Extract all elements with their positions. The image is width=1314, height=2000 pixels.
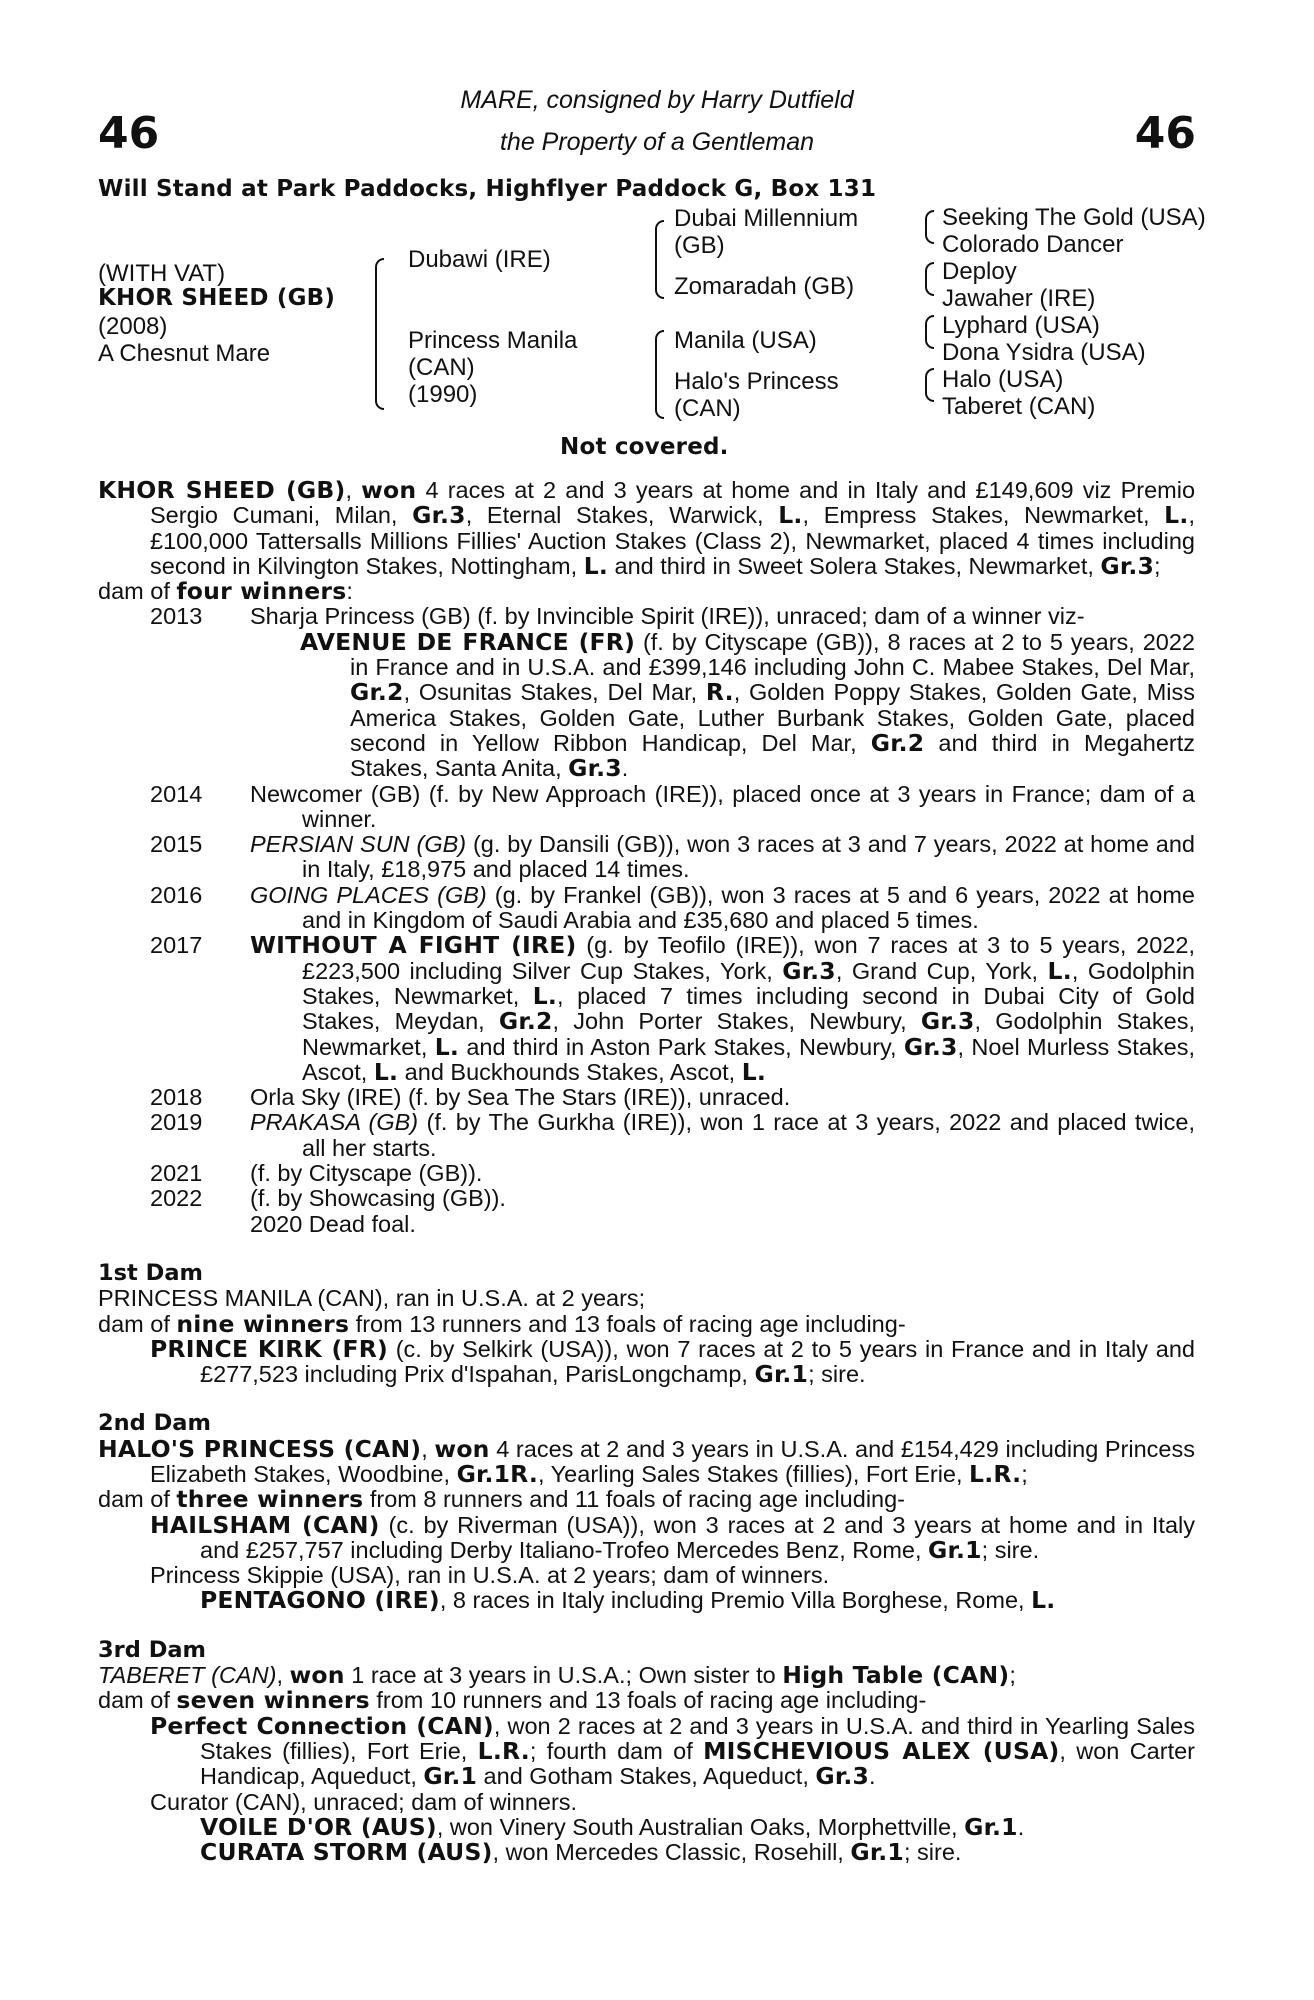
produce-2018: 2018 Orla Sky (IRE) (f. by Sea The Stars (IRE)), unraced.: [150, 1084, 791, 1111]
third-dam-heading: 3rd Dam: [98, 1636, 206, 1663]
grandparent-6: Dona Ysidra (USA): [942, 339, 1146, 366]
brace-gen2-bottom: [655, 330, 664, 419]
sire-sire-line1: Dubai Millennium: [674, 205, 859, 232]
brace-gen3-3: [925, 315, 934, 349]
grandparent-8: Taberet (CAN): [942, 393, 1096, 420]
produce-2014: 2014 Newcomer (GB) (f. by New Approach (IRE)), placed once at 3 years in France; dam of a winner.: [150, 780, 1195, 832]
produce-2016: 2016 GOING PLACES (GB) (g. by Frankel (GB)), won 3 races at 5 and 6 years, 2022 at home and in Kingdom of Saudi Arabia and £35,680 and placed 5 times.: [150, 881, 1195, 934]
first-dam-runner: PRINCE KIRK (FR) (c. by Selkirk (USA)), won 7 races at 2 to 5 years in France and in Italy and £277,523 including Prix d'Ispahan, ParisLongchamp, Gr.1; sire.: [150, 1334, 1195, 1389]
first-dam-section: [98, 1261, 1195, 1387]
produce-2021: 2021 (f. by Cityscape (GB)).: [150, 1160, 483, 1187]
produce-2015: 2015 PERSIAN SUN (GB) (g. by Dansili (GB)), won 3 races at 3 and 7 years, 2022 at home and in Italy, £18,975 and placed 14 times.: [150, 831, 1195, 883]
second-dam-winners: dam of three winners from 8 runners and 11 foals of racing age including-: [98, 1485, 906, 1514]
first-dam-winners: dam of nine winners from 13 runners and 13 foals of racing age including-: [98, 1309, 906, 1338]
produce-2019: 2019 PRAKASA (GB) (f. by The Gurkha (IRE)), won 1 race at 3 years, 2022 and placed twice, all her starts.: [150, 1109, 1195, 1161]
third-dam-line: TABERET (CAN), won 1 race at 3 years in U.S.A.; Own sister to High Table (CAN);: [98, 1661, 1016, 1690]
third-dam-daughter: Curator (CAN), unraced; dam of winners.: [150, 1788, 578, 1815]
produce-2022: 2022 (f. by Showcasing (GB)).: [150, 1185, 506, 1212]
horse-year: (2008): [98, 313, 168, 340]
dam-dam-line2: (CAN): [674, 395, 741, 422]
third-dam-winners: dam of seven winners from 10 runners and 13 foals of racing age including-: [98, 1686, 927, 1715]
second-dam-line: HALO'S PRINCESS (CAN), won 4 races at 2 and 3 years in U.S.A. and £154,429 including Princess Elizabeth Stakes, Woodbine, Gr.1R., Yearling Sales Stakes (fillies), Fort Erie, L.R.;: [98, 1434, 1195, 1488]
grandparent-4: Jawaher (IRE): [942, 285, 1096, 312]
third-dam-section: [98, 1638, 1195, 1866]
lot-number-left: 46: [98, 108, 160, 159]
brace-gen1: [375, 258, 384, 410]
catalogue-body: [98, 478, 1195, 1865]
third-dam-runner: Perfect Connection (CAN), won 2 races at 2 and 3 years in U.S.A. and third in Yearling Sales Stakes (fillies), Fort Erie, L.R.; fourth dam of MISCHEVIOUS ALEX (USA), won Carter Handicap, Aqueduct, Gr.1 and Gotham Stakes, Aqueduct, Gr.3.: [150, 1711, 1195, 1791]
sire-dam: Zomaradah (GB): [674, 273, 855, 300]
second-dam-runner: HAILSHAM (CAN) (c. by Riverman (USA)), won 3 races at 2 and 3 years at home and in Italy and £257,757 including Derby Italiano-Trofeo Mercedes Benz, Rome, Gr.1; sire.: [150, 1510, 1195, 1564]
second-dam-section: [98, 1411, 1195, 1613]
grandparent-3: Deploy: [942, 258, 1017, 285]
dam-line2: (CAN): [408, 354, 475, 381]
dam-line1: Princess Manila: [408, 327, 578, 354]
dead-foal: 2020 Dead foal.: [250, 1210, 416, 1237]
third-dam-grandrunner-1: VOILE D'OR (AUS), won Vinery South Australian Oaks, Morphettville, Gr.1.: [200, 1812, 1025, 1841]
second-dam-daughter: Princess Skippie (USA), ran in U.S.A. at 2 years; dam of winners.: [150, 1562, 830, 1589]
stand-location: Will Stand at Park Paddocks, Highflyer Paddock G, Box 131: [98, 176, 877, 202]
grandparent-7: Halo (USA): [942, 366, 1064, 393]
sire-sire-line2: (GB): [674, 232, 725, 259]
dam-of-line: dam of four winners:: [98, 577, 353, 606]
produce-2013-winner: AVENUE DE FRANCE (FR) (f. by Cityscape (GB)), 8 races at 2 to 5 years, 2022 in France and in U.S.A. and £399,146 including John C. Mabee Stakes, Del Mar, Gr.2, Osunitas Stakes, Del Mar, R., Golden Poppy Stakes, Golden Gate, Miss America Stakes, Golden Gate, Luther Burbank Stakes, Golden Gate, placed second in Yellow Ribbon Handicap, Del Mar, Gr.2 and third in Megahertz Stakes, Santa Anita, Gr.3.: [300, 627, 1195, 783]
dam-sire: Manila (USA): [674, 327, 817, 354]
produce-2013: 2013 Sharja Princess (GB) (f. by Invincible Spirit (IRE)), unraced; dam of a winner viz-: [150, 603, 1085, 630]
vat-label: (WITH VAT): [98, 260, 226, 287]
produce-2017: 2017 WITHOUT A FIGHT (IRE) (g. by Teofilo (IRE)), won 7 races at 3 to 5 years, 2022, £223,500 including Silver Cup Stakes, York, Gr.3, Grand Cup, York, L., Godolphin Stakes, Newmarket, L., placed 7 times including second in Dubai City of Gold Stakes, Meydan, Gr.2, John Porter Stakes, Newbury, Gr.3, Godolphin Stakes, Newmarket, L. and third in Aston Park Stakes, Newbury, Gr.3, Noel Murless Stakes, Ascot, L. and Buckhounds Stakes, Ascot, L.: [150, 931, 1195, 1086]
second-dam-grandrunner: PENTAGONO (IRE), 8 races in Italy including Premio Villa Borghese, Rome, L.: [200, 1586, 1056, 1615]
grandparent-2: Colorado Dancer: [942, 231, 1124, 258]
first-dam-line: PRINCESS MANILA (CAN), ran in U.S.A. at 2 years;: [98, 1285, 646, 1312]
consignment-line: MARE, consigned by Harry Dutfield: [460, 86, 854, 114]
dam-dam-line1: Halo's Princess: [674, 368, 839, 395]
first-dam-heading: 1st Dam: [98, 1259, 203, 1286]
main-performance: KHOR SHEED (GB), won 4 races at 2 and 3 years at home and in Italy and £149,609 viz Premio Sergio Cumani, Milan, Gr.3, Eternal Stakes, Warwick, L., Empress Stakes, Newmarket, L., £100,000 Tattersalls Millions Fillies' Auction Stakes (Class 2), Newmarket, placed 4 times including second in Kilvington Stakes, Nottingham, L. and third in Sweet Solera Stakes, Newmarket, Gr.3;: [98, 476, 1196, 580]
third-dam-grandrunner-2: CURATA STORM (AUS), won Mercedes Classic, Rosehill, Gr.1; sire.: [200, 1838, 962, 1867]
second-dam-heading: 2nd Dam: [98, 1410, 211, 1437]
property-line: the Property of a Gentleman: [499, 128, 815, 156]
grandparent-5: Lyphard (USA): [942, 312, 1100, 339]
lot-number-right: 46: [1134, 108, 1196, 159]
brace-gen3-2: [925, 262, 934, 296]
grandparent-1: Seeking The Gold (USA): [942, 204, 1206, 231]
not-covered: Not covered.: [560, 434, 729, 460]
brace-gen3-4: [925, 368, 934, 402]
produce-list: [98, 604, 1195, 1236]
sire: Dubawi (IRE): [408, 246, 551, 273]
horse-name: KHOR SHEED (GB): [98, 285, 336, 311]
dam-line3: (1990): [408, 381, 478, 408]
brace-gen3-1: [925, 210, 934, 244]
brace-gen2-top: [655, 220, 664, 299]
horse-description: A Chesnut Mare: [98, 340, 271, 367]
